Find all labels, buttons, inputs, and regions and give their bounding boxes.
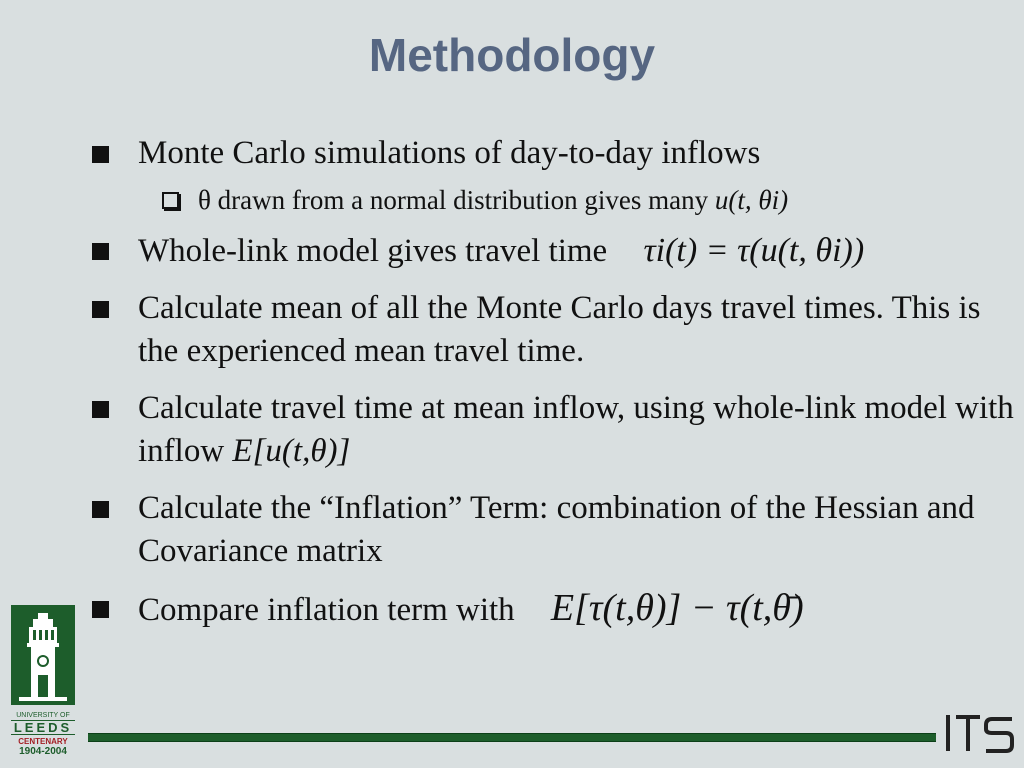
bullet-text: Compare inflation term with <box>138 592 515 628</box>
bullet-text: Calculate the “Inflation” Term: combination of the Hessian and Covariance matrix <box>138 490 975 569</box>
square-bullet-icon <box>92 501 109 518</box>
sub-bullet-item <box>90 183 1015 217</box>
bullet-text: Calculate travel time at mean inflow, using whole-link model with inflow <box>138 390 1014 469</box>
square-bullet-icon <box>92 146 109 163</box>
logo-line-4: 1904-2004 <box>19 746 67 757</box>
slide-title: Methodology <box>368 29 656 81</box>
hollow-square-bullet-icon <box>162 192 179 209</box>
logo-line-2: LEEDS <box>11 720 75 735</box>
bullet-list <box>90 132 1015 646</box>
footer-rule <box>88 733 936 742</box>
bullet-item <box>90 229 1015 273</box>
sub-bullet-math: u(t, θi) <box>714 185 789 215</box>
tau-equation: τi(t) = τ(u(t, θi)) <box>643 232 865 269</box>
mean-inflow-equation: E[u(t,θ)] <box>232 433 351 469</box>
logo-line-1: UNIVERSITY OF <box>16 712 70 719</box>
square-bullet-icon <box>92 601 109 618</box>
square-bullet-icon <box>92 401 109 418</box>
bullet-item <box>90 387 1015 473</box>
sub-bullet-text: θ drawn from a normal distribution gives many <box>198 185 715 215</box>
tower-logo-icon <box>11 605 75 705</box>
bullet-item <box>90 487 1015 573</box>
its-logo-icon <box>944 711 1016 755</box>
square-bullet-icon <box>92 301 109 318</box>
bullet-item <box>90 587 1015 632</box>
university-logo <box>11 605 75 757</box>
compare-equation: E[τ(t,θ)] − τ(t,θ̄) <box>550 587 804 629</box>
bullet-text: Whole-link model gives travel time <box>138 233 608 269</box>
bullet-text: Calculate mean of all the Monte Carlo days travel times. This is the experienced mean travel time. <box>138 290 981 369</box>
bullet-text: Monte Carlo simulations of day-to-day inflows <box>138 135 761 171</box>
bullet-item <box>90 287 1015 373</box>
square-bullet-icon <box>92 243 109 260</box>
bullet-item <box>90 132 1015 175</box>
logo-line-3: CENTENARY <box>18 737 68 746</box>
